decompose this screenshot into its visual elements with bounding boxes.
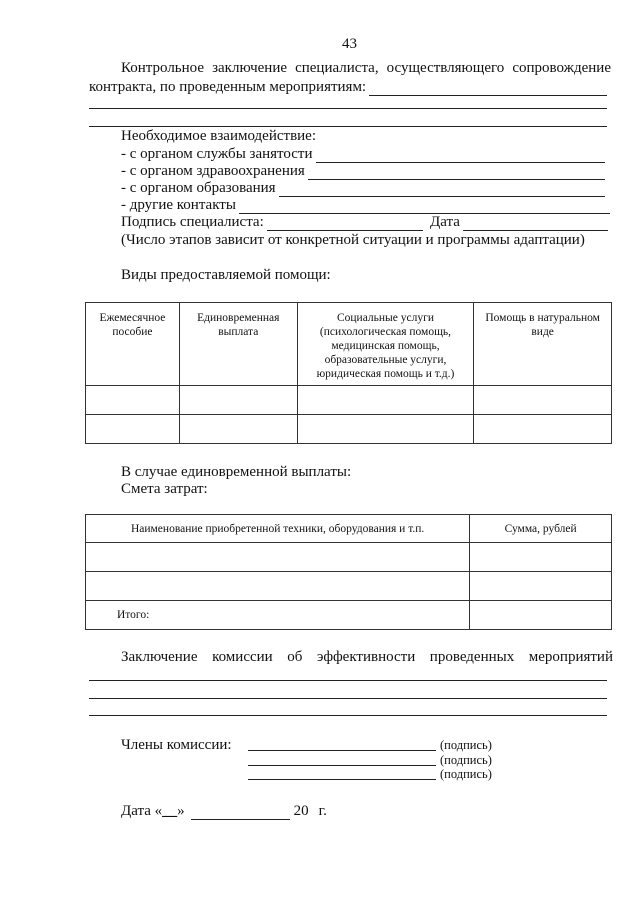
interaction-label-other: - другие контакты xyxy=(121,197,236,213)
table-cell[interactable] xyxy=(297,386,474,415)
specialist-date-blank[interactable] xyxy=(463,217,608,231)
final-date-month-blank[interactable] xyxy=(191,806,290,820)
lump-sum-line1: В случае единовременной выплаты: xyxy=(121,464,352,480)
interaction-item xyxy=(121,163,605,180)
member-signature-note: (подпись) xyxy=(440,753,492,767)
help-col-in-kind: Помощь в натуральном виде xyxy=(474,303,612,386)
control-conclusion-line1: Контрольное заключение специалиста, осуществляющего сопровождение xyxy=(121,60,611,76)
table-cell[interactable] xyxy=(470,543,612,572)
estimate-table xyxy=(85,514,612,630)
control-conclusion-blank[interactable] xyxy=(369,82,607,96)
final-date xyxy=(121,803,327,820)
blank-line[interactable] xyxy=(89,698,607,699)
table-cell[interactable] xyxy=(470,572,612,601)
estimate-total-row xyxy=(86,601,612,630)
table-cell[interactable] xyxy=(179,415,297,444)
member-signature-note: (подпись) xyxy=(440,767,492,781)
blank-line[interactable] xyxy=(89,126,607,127)
help-col-monthly: Ежемесячное пособие xyxy=(86,303,180,386)
table-cell[interactable] xyxy=(86,572,470,601)
table-cell[interactable] xyxy=(86,543,470,572)
members-label: Члены комиссии: xyxy=(121,737,232,753)
table-row xyxy=(86,386,612,415)
interaction-heading: Необходимое взаимодействие: xyxy=(121,128,317,144)
member-signature-line[interactable] xyxy=(248,779,436,780)
commission-conclusion: Заключение комиссии об эффективности проведенных мероприятий xyxy=(121,649,613,665)
lump-sum-line2: Смета затрат: xyxy=(121,481,208,497)
help-col-social: Социальные услуги (психологическая помощь, медицинская помощь, образовательные услуги, юридическая помощь и т.д.) xyxy=(297,303,474,386)
interaction-item xyxy=(121,146,605,163)
interaction-label-health: - с органом здравоохранения xyxy=(121,163,305,179)
specialist-date-label: Дата xyxy=(430,214,460,230)
help-heading: Виды предоставляемой помощи: xyxy=(121,267,331,283)
final-date-label: Дата « xyxy=(121,803,163,819)
member-signature-line[interactable] xyxy=(248,750,436,751)
table-cell[interactable] xyxy=(474,415,612,444)
interaction-blank-education[interactable] xyxy=(279,183,605,197)
help-table xyxy=(85,302,612,444)
final-date-close-quote: » xyxy=(177,803,185,819)
estimate-total-value[interactable] xyxy=(470,601,612,630)
table-cell[interactable] xyxy=(86,386,180,415)
specialist-signature xyxy=(121,214,423,231)
interaction-blank-employment[interactable] xyxy=(316,149,606,163)
interaction-item xyxy=(121,180,605,197)
specialist-date xyxy=(430,214,608,231)
help-table-header xyxy=(86,303,612,386)
control-conclusion-line2 xyxy=(89,79,607,96)
blank-line[interactable] xyxy=(89,108,607,109)
final-date-year: 20 xyxy=(293,803,309,819)
table-row xyxy=(86,415,612,444)
table-row xyxy=(86,572,612,601)
interaction-blank-other[interactable] xyxy=(239,200,610,214)
specialist-signature-label: Подпись специалиста: xyxy=(121,214,264,230)
member-signature-line[interactable] xyxy=(248,765,436,766)
page-number: 43 xyxy=(342,36,357,52)
table-cell[interactable] xyxy=(474,386,612,415)
estimate-table-header xyxy=(86,515,612,543)
blank-line[interactable] xyxy=(89,715,607,716)
estimate-col-name: Наименование приобретенной техники, оборудования и т.п. xyxy=(86,515,470,543)
final-date-suffix: г. xyxy=(318,803,327,819)
specialist-signature-blank[interactable] xyxy=(267,217,423,231)
table-cell[interactable] xyxy=(297,415,474,444)
interaction-item xyxy=(121,197,610,214)
member-signature-note: (подпись) xyxy=(440,738,492,752)
table-cell[interactable] xyxy=(86,415,180,444)
interaction-label-education: - с органом образования xyxy=(121,180,276,196)
final-date-day-blank[interactable]: __ xyxy=(162,803,178,819)
interaction-blank-health[interactable] xyxy=(308,166,605,180)
estimate-total-label: Итого: xyxy=(86,601,470,630)
estimate-col-sum: Сумма, рублей xyxy=(470,515,612,543)
stages-note: (Число этапов зависит от конкретной ситуации и программы адаптации) xyxy=(121,232,585,248)
help-col-lump-sum: Единовременная выплата xyxy=(179,303,297,386)
table-row xyxy=(86,543,612,572)
table-cell[interactable] xyxy=(179,386,297,415)
control-conclusion-label: контракта, по проведенным мероприятиям: xyxy=(89,79,367,95)
blank-line[interactable] xyxy=(89,680,607,681)
interaction-label-employment: - с органом службы занятости xyxy=(121,146,313,162)
